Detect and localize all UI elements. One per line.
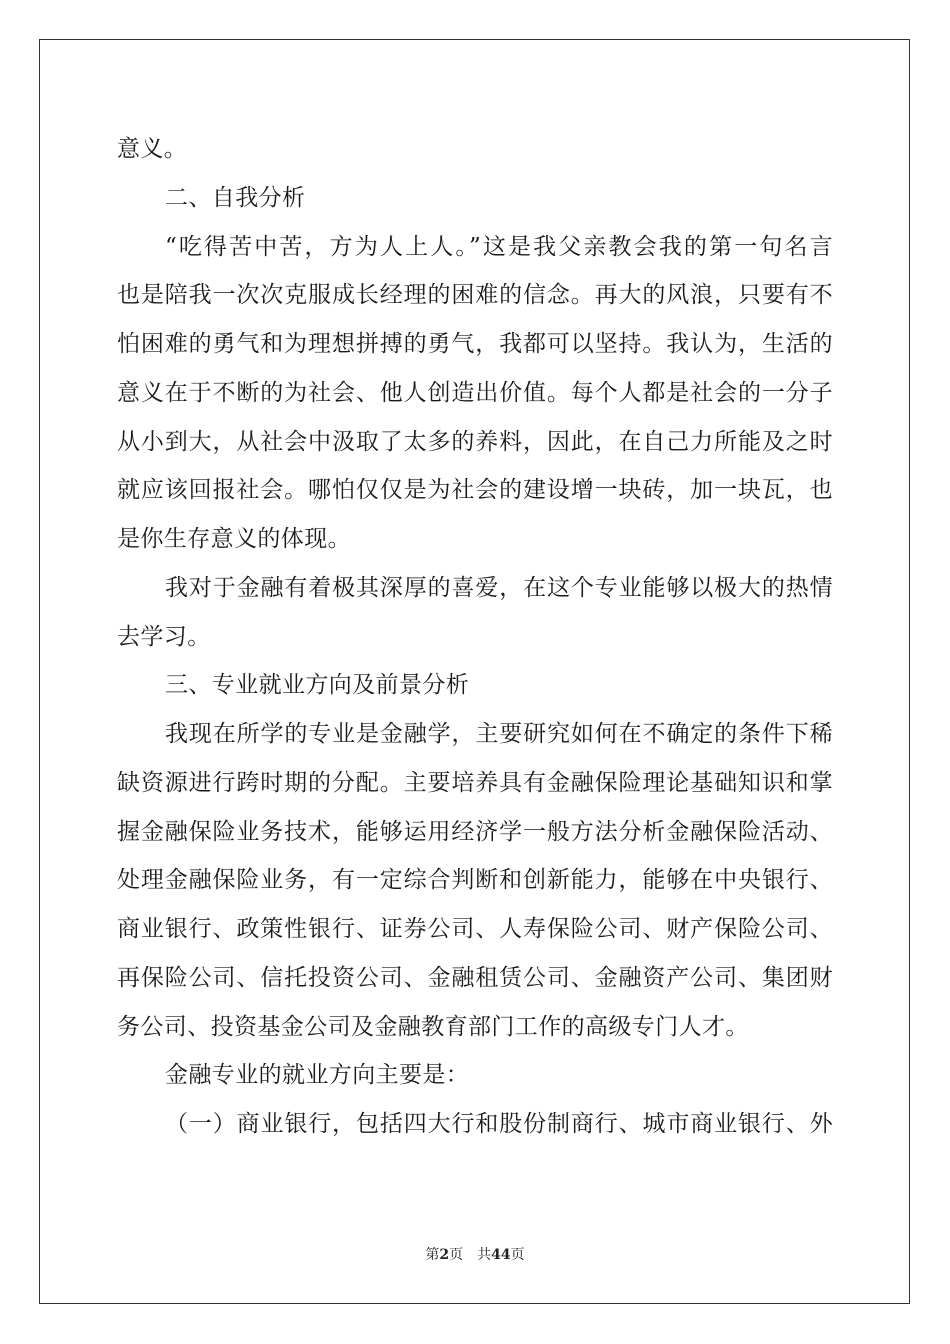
- text-line-20: 金融专业的就业方向主要是：: [165, 1062, 470, 1089]
- footer-total-pages: 44: [491, 1247, 511, 1263]
- text-line-1: 意义。: [117, 136, 188, 162]
- text-line-8: 就应该回报社会。哪怕仅仅是为社会的建设增一块砖，加一块瓦，也: [117, 477, 833, 504]
- text-line-13: 我现在所学的专业是金融学，主要研究如何在不确定的条件下稀: [165, 721, 833, 747]
- text-line-9: 是你生存意义的体现。: [117, 526, 351, 552]
- page-footer: [0, 1244, 950, 1264]
- text-line-17: 商业银行、政策性银行、证券公司、人寿保险公司、财产保险公司、: [117, 916, 833, 942]
- text-line-11: 去学习。: [117, 623, 211, 650]
- section-heading-career-analysis: 三、专业就业方向及前景分析: [165, 672, 470, 699]
- document-body: [117, 125, 833, 1149]
- text-line-19: 务公司、投资基金公司及金融教育部门工作的高级专门人才。: [117, 1013, 749, 1040]
- text-line-16: 处理金融保险业务，有一定综合判断和创新能力，能够在中央银行、: [117, 867, 833, 894]
- text-line-7: 从小到大，从社会中汲取了太多的养料，因此，在自己力所能及之时: [117, 428, 833, 455]
- text-line-18: 再保险公司、信托投资公司、金融租赁公司、金融资产公司、集团财: [117, 964, 833, 991]
- footer-total-prefix: 共: [477, 1247, 492, 1263]
- section-heading-self-analysis: 二、自我分析: [165, 184, 306, 211]
- footer-page-number: 2: [439, 1247, 450, 1263]
- text-line-15: 握金融保险业务技术，能够运用经济学一般方法分析金融保险活动、: [117, 818, 833, 845]
- footer-total-suffix: 页: [510, 1247, 525, 1263]
- text-line-4: 也是陪我一次次克服成长经理的困难的信念。再大的风浪，只要有不: [117, 282, 833, 309]
- text-line-5: 怕困难的勇气和为理想拼搏的勇气，我都可以坚持。我认为，生活的: [117, 331, 833, 357]
- text-line-3: “吃得苦中苦，方为人上人。”这是我父亲教会我的第一句名言: [165, 233, 833, 260]
- footer-page-suffix: 页: [449, 1247, 464, 1263]
- text-line-10: 我对于金融有着极其深厚的喜爱，在这个专业能够以极大的热情: [165, 574, 833, 601]
- text-line-14: 缺资源进行跨时期的分配。主要培养具有金融保险理论基础知识和掌: [117, 769, 833, 796]
- text-line-6: 意义在于不断的为社会、他人创造出价值。每个人都是社会的一分子: [117, 379, 833, 406]
- footer-page-prefix: 第: [425, 1247, 440, 1263]
- text-line-21: （一）商业银行，包括四大行和股份制商行、城市商业银行、外: [165, 1111, 833, 1137]
